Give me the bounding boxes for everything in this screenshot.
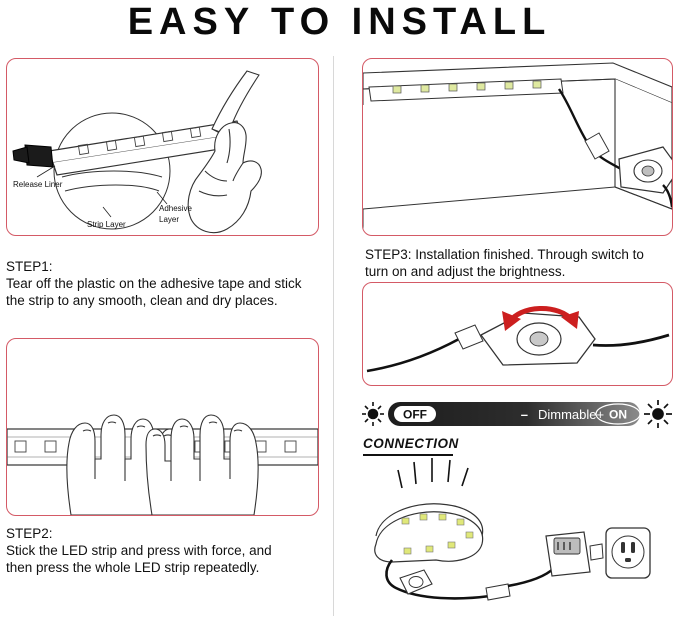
step2-line2: then press the whole LED strip repeatedly. <box>6 560 260 575</box>
step2-caption <box>6 525 326 576</box>
connection-heading: CONNECTION <box>363 436 459 451</box>
step3-drawing <box>363 59 672 235</box>
dimmer-switch-drawing <box>363 283 672 385</box>
step2-line1: Stick the LED strip and press with force, and <box>6 543 272 558</box>
page-title: EASY TO INSTALL <box>127 1 552 43</box>
step1-line2: the strip to any smooth, clean and dry places. <box>6 293 278 308</box>
step1-drawing <box>7 59 318 235</box>
step2-illustration-panel <box>6 338 319 516</box>
step1-illustration-panel <box>6 58 319 236</box>
on-label: ON <box>609 407 627 422</box>
connection-drawing <box>340 458 670 613</box>
sun-large-icon <box>644 400 672 428</box>
label-adhesive-layer-1: Adhesive <box>159 204 192 213</box>
sun-small-icon <box>362 402 384 426</box>
step3-line2: turn on and adjust the brightness. <box>365 264 566 279</box>
step3-caption <box>365 246 677 280</box>
step1-line1: Tear off the plastic on the adhesive tape and stick <box>6 276 302 291</box>
column-divider <box>333 56 334 616</box>
label-release-liner: Release Liner <box>13 180 63 189</box>
label-strip-layer: Strip Layer <box>87 220 126 229</box>
step2-drawing <box>7 339 318 515</box>
connection-illustration <box>340 458 670 613</box>
dimmer-switch-illustration-panel <box>362 282 673 386</box>
step2-heading: STEP2: <box>6 526 53 541</box>
light-rays-icon <box>398 458 468 488</box>
connection-underline <box>363 454 453 456</box>
step3-illustration-panel <box>362 58 673 236</box>
label-adhesive-layer-2: Layer <box>159 215 180 224</box>
dimmable-bar <box>362 400 673 428</box>
step1-heading: STEP1: <box>6 259 53 274</box>
dimmable-label: Dimmable+ <box>538 407 605 422</box>
step1-caption <box>6 258 326 309</box>
minus-label: – <box>520 407 528 422</box>
step3-line1: STEP3: Installation finished. Through switch to <box>365 247 644 262</box>
off-label: OFF <box>403 407 427 422</box>
